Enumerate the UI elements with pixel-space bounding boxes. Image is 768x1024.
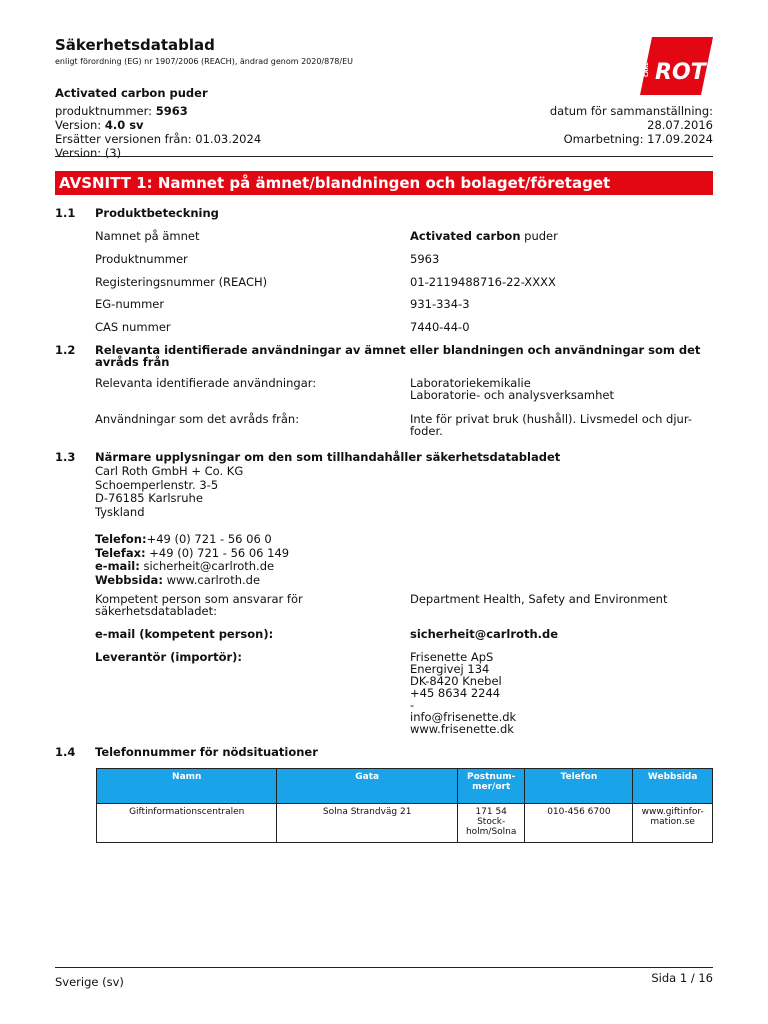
sds-page: Säkerhetsdatablad enligt förordning (EG) nr 1907/2006 (REACH), ändrad genom 2020/878/EU ROTH CARL ® Activated carbon puder produktnummer: 5963 Version: 4.0 sv Ersätter versionen från: 01.03.2024 Version: (3) datum för sammanställning: 28.07.2016 Omarbetning: 17.09.2024 AVSNITT 1: Namnet på ämnet/blandningen och bolaget/företaget 1.1 Produktbeteckning Namnet på ämnet Activated carbon puder Produktnummer 5963 Registeringsnummer (REACH) 01-2119488716-22-XXXX EG-nummer 931-334-3 CAS nummer 7440-44-0 1.2 Relevanta identifierade användningar av ämnet eller blandningen och användningar som det avråds från Relevanta identifierade användningar: Laboratoriekemikalie Laboratorie- och analysverksamhet Användningar som det avråds från: Inte för privat bruk (hushåll). Livsmedel och djur- foder. 1.3 Närmare upplysningar om den som tillhandahåller säkerhetsdatabladet Carl Roth GmbH + Co. KG Schoemperlenstr. 3-5 D-76185 Karlsruhe Tyskland Telefon:+49 (0) 721 - 56 06 0 Telefax: +49 (0) 721 - 56 06 149 e-mail: sicherheit@carlroth.de Webbsida: www.carlroth.de Kompetent person som ansvarar för säkerhetsdatabladet: Department Health, Safety and Environment e-mail (kompetent person): sicherheit@carlroth.de Leverantör (importör): Frisenette ApS Energivej 134 DK-8420 Knebel +45 8634 2244 - info@frisenette.dk www.frisenette.dk 1.4 Telefonnummer för nödsituationer Namn Gata Postnum- mer/ort Telefon Webbsida Giftinformationscentralen Solna Strandväg 21 171 54 Stock- holm/Solna 010-456 6700 www.giftinfor- mation.se Sverige (sv) Sida 1 / 16 <box>55 36 725 989</box>
footer-language: Sverige (sv) <box>55 975 124 989</box>
date-info <box>550 104 713 146</box>
document-title: Säkerhetsdatablad <box>55 36 215 54</box>
table-header: Gata <box>277 769 457 804</box>
page-number: Sida 1 / 16 <box>651 971 713 985</box>
table-cell: Giftinformationscentralen <box>97 804 277 843</box>
compiled-date: 28.07.2016 <box>647 118 713 132</box>
table-header: Telefon <box>525 769 633 804</box>
header-divider <box>55 156 713 157</box>
logo-text: ROTH <box>655 60 725 85</box>
table-row <box>97 804 713 843</box>
version-line: Version: 4.0 sv <box>55 118 144 132</box>
replaces-line: Ersätter versionen från: 01.03.2024 <box>55 132 262 146</box>
supplier-contacts: Telefon:+49 (0) 721 - 56 06 0 Telefax: +49 (0) 721 - 56 06 149 e-mail: sicherheit@carlroth.de Webbsida: www.carlroth.de <box>95 532 290 587</box>
logo-small-text: CARL <box>644 62 650 77</box>
table-cell: Solna Strandväg 21 <box>277 804 457 843</box>
table-cell: 171 54 Stock- holm/Solna <box>457 804 525 843</box>
table-header: Namn <box>97 769 277 804</box>
document-subtitle: enligt förordning (EG) nr 1907/2006 (REACH), ändrad genom 2020/878/EU <box>55 57 353 66</box>
emergency-table <box>96 768 713 843</box>
table-cell: www.giftinfor- mation.se <box>633 804 713 843</box>
roth-logo <box>640 37 725 95</box>
product-name: Activated carbon puder <box>55 86 208 100</box>
footer-divider <box>55 967 713 968</box>
compiled-label: datum för sammanställning: <box>549 104 713 118</box>
table-header: Postnum- mer/ort <box>457 769 525 804</box>
product-number-line: produktnummer: 5963 <box>55 104 188 118</box>
registered-mark: ® <box>705 39 713 48</box>
supplier-address: Carl Roth GmbH + Co. KG Schoemperlenstr. 3-5 D-76185 Karlsruhe Tyskland <box>95 464 244 519</box>
table-header: Webbsida <box>633 769 713 804</box>
version-info <box>55 104 261 160</box>
section-1-heading: AVSNITT 1: Namnet på ämnet/blandningen och bolaget/företaget <box>55 171 713 195</box>
table-cell: 010-456 6700 <box>525 804 633 843</box>
revision-date: Omarbetning: 17.09.2024 <box>563 132 713 146</box>
version-paren-line: Version: (3) <box>55 146 122 160</box>
